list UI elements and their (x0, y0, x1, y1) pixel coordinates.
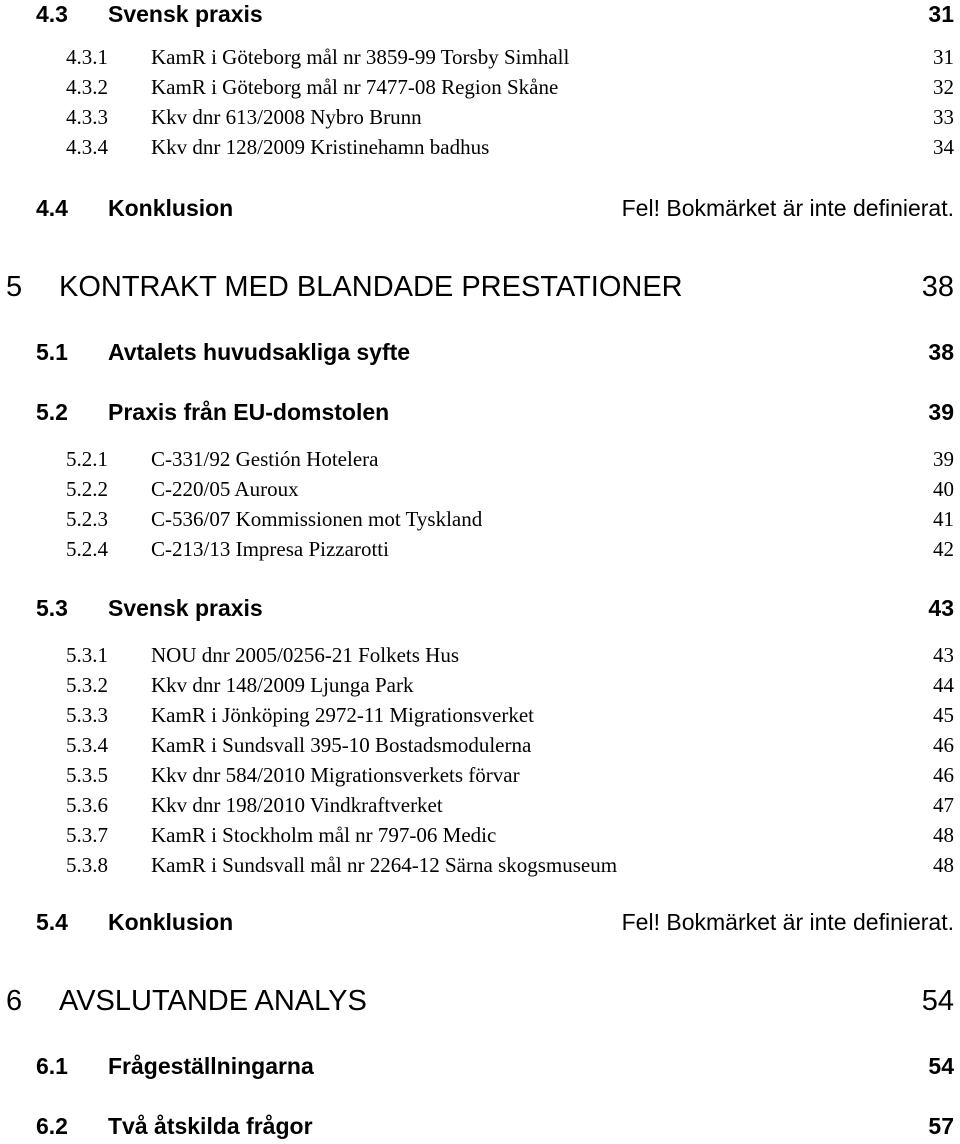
section-number: 4.3 (36, 1, 68, 27)
section-title: KamR i Sundsvall mål nr 2264-12 Särna skogsmuseum (151, 853, 618, 877)
page-number: 42 (933, 537, 954, 561)
page-number: 40 (933, 477, 954, 501)
section-title: KONTRAKT MED BLANDADE PRESTATIONER (59, 271, 683, 303)
bookmark-error-text: Fel! Bokmärket är inte definierat. (621, 909, 954, 935)
section-number: 5.4 (36, 909, 68, 935)
page-number: 43 (933, 643, 954, 667)
section-title: Praxis från EU-domstolen (108, 399, 390, 425)
section-title: Svensk praxis (108, 1, 263, 27)
page-number: 33 (933, 105, 954, 129)
section-title: C-331/92 Gestión Hotelera (151, 447, 379, 471)
section-title: Avtalets huvudsakliga syfte (108, 339, 411, 365)
section-title: Kkv dnr 198/2010 Vindkraftverket (151, 793, 443, 817)
page-number: 34 (933, 135, 954, 159)
page-number: 54 (921, 985, 954, 1017)
section-number: 5.2.1 (66, 447, 108, 471)
page-number: 41 (933, 507, 954, 531)
section-number: 6 (6, 985, 23, 1017)
section-number: 5 (6, 271, 23, 303)
section-number: 4.3.1 (66, 45, 108, 69)
section-title: NOU dnr 2005/0256-21 Folkets Hus (151, 643, 459, 667)
section-number: 5.3.8 (66, 853, 108, 877)
bookmark-error-text: Fel! Bokmärket är inte definierat. (621, 195, 954, 221)
section-title: KamR i Stockholm mål nr 797-06 Medic (151, 823, 497, 847)
page-number: 38 (921, 271, 954, 303)
section-title: Kkv dnr 128/2009 Kristinehamn badhus (151, 135, 490, 159)
page-number: 57 (928, 1113, 954, 1139)
page-number: 32 (933, 75, 954, 99)
page-number: 44 (933, 673, 954, 697)
section-number: 6.1 (36, 1053, 68, 1079)
section-title: Konklusion (108, 195, 234, 221)
section-number: 5.3.1 (66, 643, 108, 667)
section-number: 4.4 (36, 195, 68, 221)
section-number: 5.3.3 (66, 703, 108, 727)
page-number: 46 (933, 733, 954, 757)
page-number: 38 (928, 339, 954, 365)
page-number: 48 (933, 823, 954, 847)
section-number: 4.3.2 (66, 75, 108, 99)
section-number: 5.3.6 (66, 793, 108, 817)
section-number: 5.3.4 (66, 733, 108, 757)
section-title: C-213/13 Impresa Pizzarotti (151, 537, 389, 561)
section-number: 4.3.3 (66, 105, 108, 129)
section-title: Kkv dnr 584/2010 Migrationsverkets förvar (151, 763, 520, 787)
section-title: KamR i Göteborg mål nr 7477-08 Region Skåne (151, 75, 559, 99)
section-number: 5.2.3 (66, 507, 108, 531)
section-title: Kkv dnr 613/2008 Nybro Brunn (151, 105, 422, 129)
section-title: Frågeställningarna (108, 1053, 314, 1079)
section-title: C-220/05 Auroux (151, 477, 299, 501)
section-number: 5.2.2 (66, 477, 108, 501)
page-number: 39 (933, 447, 954, 471)
section-number: 4.3.4 (66, 135, 108, 159)
page-number: 31 (928, 1, 954, 27)
section-number: 5.2.4 (66, 537, 108, 561)
section-number: 6.2 (36, 1113, 68, 1139)
page-number: 31 (933, 45, 954, 69)
section-title: Svensk praxis (108, 595, 263, 621)
section-number: 5.3 (36, 595, 68, 621)
page-number: 54 (928, 1053, 954, 1079)
section-title: KamR i Jönköping 2972-11 Migrationsverket (151, 703, 535, 727)
page-number: 48 (933, 853, 954, 877)
section-number: 5.1 (36, 339, 68, 365)
section-number: 5.2 (36, 399, 68, 425)
page-number: 47 (933, 793, 954, 817)
section-title: Konklusion (108, 909, 234, 935)
section-title: Kkv dnr 148/2009 Ljunga Park (151, 673, 414, 697)
page-number: 39 (928, 399, 954, 425)
section-number: 5.3.2 (66, 673, 108, 697)
section-number: 5.3.5 (66, 763, 108, 787)
section-number: 5.3.7 (66, 823, 108, 847)
page-number: 45 (933, 703, 954, 727)
section-title: C-536/07 Kommissionen mot Tyskland (151, 507, 483, 531)
page-number: 43 (928, 595, 954, 621)
section-title: AVSLUTANDE ANALYS (59, 985, 367, 1017)
section-title: KamR i Sundsvall 395-10 Bostadsmodulerna (151, 733, 532, 757)
section-title: KamR i Göteborg mål nr 3859-99 Torsby Simhall (151, 45, 570, 69)
section-title: Två åtskilda frågor (108, 1113, 313, 1139)
page-number: 46 (933, 763, 954, 787)
